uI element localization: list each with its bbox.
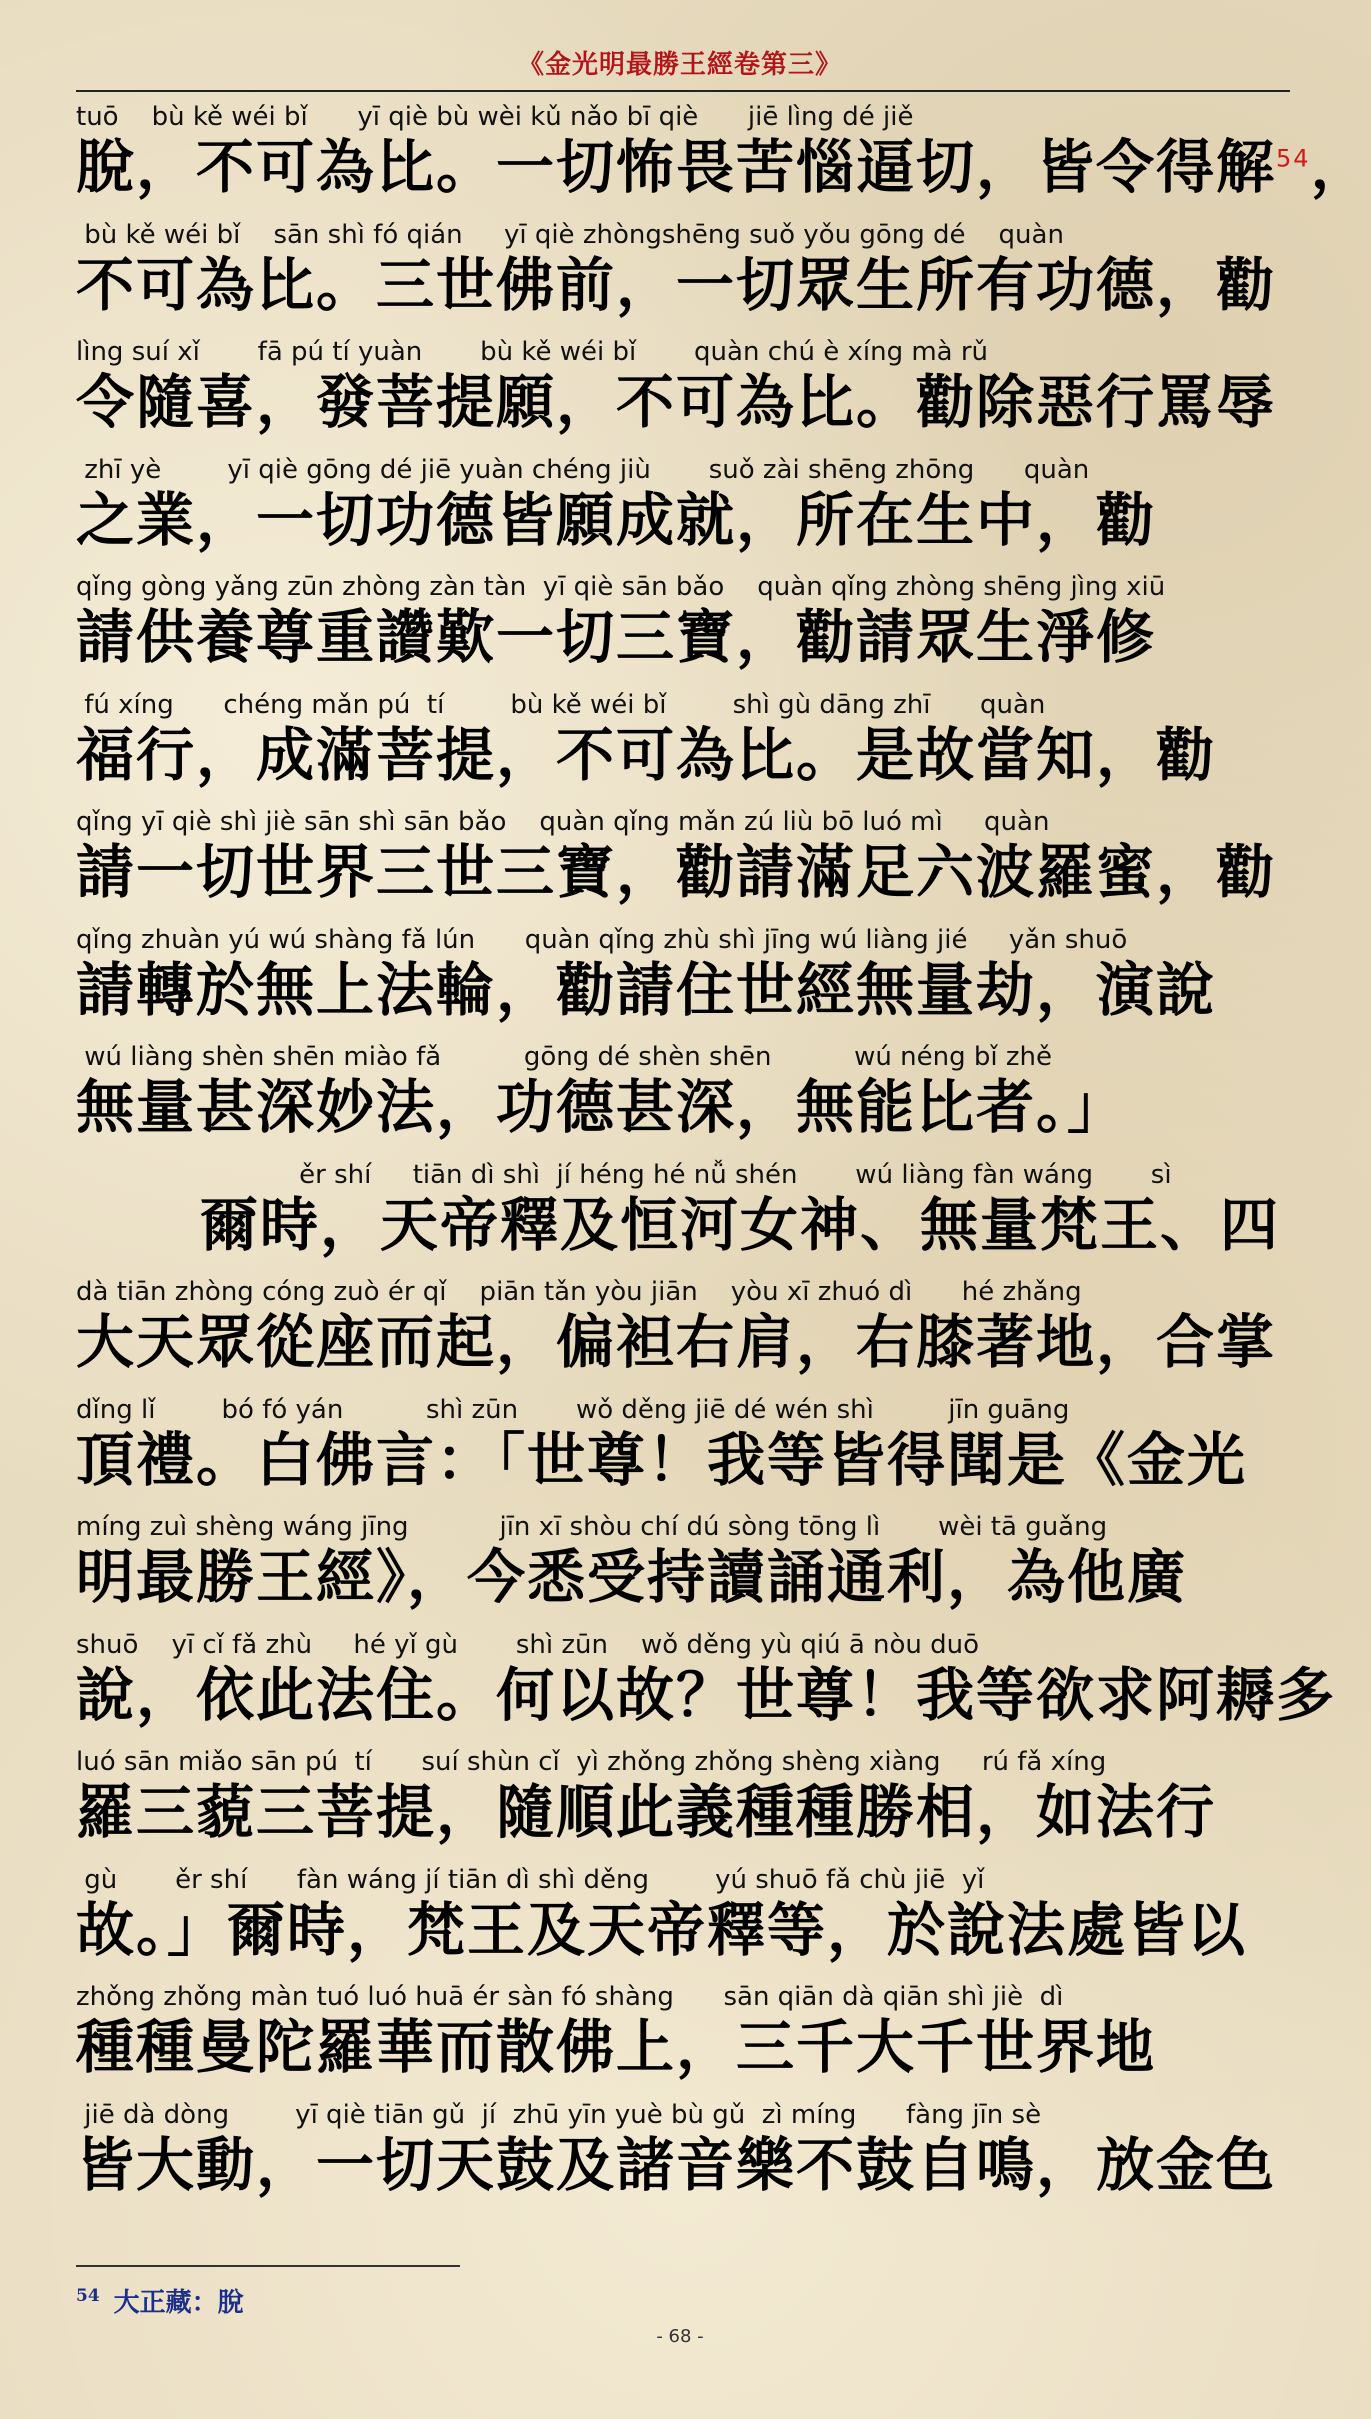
chinese-text-main: 皆大動，一切天鼓及諸音樂不鼓自鳴，放金色 [76,2130,1277,2199]
chinese-text [76,487,1290,553]
chinese-text-main: 種種曼陀羅華而散佛上，三千大千世界地 [76,2013,1157,2081]
chinese-text-tail: ， [1310,133,1371,201]
chinese-text [76,1660,1337,1729]
pinyin-annotation: shuō yī cǐ fǎ zhù hé yǐ gù shì zūn wǒ děng yù qiú ā nòu duō [76,1629,980,1660]
chinese-text-main: 說，依此法住。何以故？世尊！我等欲求阿耨多 [76,1660,1337,1729]
text-line [76,1040,1290,1158]
pinyin-annotation: luó sān miǎo sān pú tí suí shùn cǐ yì zhǒng zhǒng shèng xiàng rú fǎ xíng [76,1747,1107,1777]
pinyin-annotation: zhǒng zhǒng màn tuó luó huā ér sàn fó shàng sān qiān dà qiān shì jiè dì [76,1982,1064,2012]
chinese-text [76,1897,1290,1963]
footnote-reference[interactable]: 54 [1276,144,1311,173]
text-line [76,688,1290,806]
footnote-text: 大正藏：脫 [113,2288,244,2318]
pinyin-annotation: tuō bù kě wéi bǐ yī qiè bù wèi kǔ nǎo bī qiè jiē lìng dé jiě [76,102,914,132]
text-line [76,1628,1337,1746]
text-line [76,2098,1290,2216]
chinese-text [76,722,1290,788]
chinese-text [76,839,1290,905]
footnote-number: 54 [76,2286,100,2307]
chinese-text [76,1427,1290,1493]
pinyin-annotation: bù kě wéi bǐ sān shì fó qián yī qiè zhòngshēng suǒ yǒu gōng dé quàn [76,219,1064,250]
pinyin-annotation: qǐng gòng yǎng zūn zhòng zàn tàn yī qiè sān bǎo quàn qǐng zhòng shēng jìng xiū [76,572,1166,602]
chinese-text [76,369,1290,435]
text-line [76,453,1290,571]
chinese-text-main: 請供養尊重讚歎一切三寶，勸請眾生淨修 [76,603,1157,671]
text-line [76,100,1371,218]
pinyin-annotation: qǐng yī qiè shì jiè sān shì sān bǎo quàn qǐng mǎn zú liù bō luó mì quàn [76,807,1050,837]
text-line [76,1863,1290,1981]
chinese-text-main: 爾時，天帝釋及恒河女神、無量梵王、四 [200,1190,1281,1259]
text-line [76,570,1290,688]
chinese-text-main: 不可為比。三世佛前，一切眾生所有功德，勸 [76,250,1277,319]
chinese-text-main: 請一切世界三世三寶，勸請滿足六波羅蜜，勸 [76,838,1277,906]
pinyin-annotation: fú xíng chéng mǎn pú tí bù kě wéi bǐ shì gù dāng zhī quàn [76,689,1046,720]
chinese-text-main: 頂禮。白佛言：「世尊！我等皆得聞是《金光 [76,1425,1248,1494]
text-line [76,218,1290,336]
chinese-text [200,1192,1290,1258]
chinese-text [76,252,1290,318]
chinese-text-main: 福行，成滿菩提，不可為比。是故當知，勸 [76,720,1217,789]
header-divider [76,90,1290,92]
chinese-text-main: 令隨喜，發菩提願，不可為比。勸除惡行罵辱 [76,368,1277,436]
chinese-text [76,1544,1290,1610]
chinese-text-main: 之業，一切功德皆願成就，所在生中，勸 [76,485,1157,554]
pinyin-annotation: jiē dà dòng yī qiè tiān gǔ jí zhū yīn yuè bù gǔ zì míng fàng jīn sè [76,2099,1042,2130]
text-line [76,1158,1290,1276]
pinyin-annotation: gù ěr shí fàn wáng jí tiān dì shì děng yú shuō fǎ chù jiē yǐ [76,1864,985,1895]
pinyin-annotation: dǐng lǐ bó fó yán shì zūn wǒ děng jiē dé wén shì jīn guāng [76,1394,1070,1425]
pinyin-annotation: míng zuì shèng wáng jīng jīn xī shòu chí dú sòng tōng lì wèi tā guǎng [76,1512,1108,1542]
chinese-text [76,1074,1290,1140]
text-line [76,923,1290,1041]
chinese-text-main: 明最勝王經》，今悉受持讀誦通利，為他廣 [76,1543,1188,1611]
text-line [76,335,1290,453]
page-header-title: 《金光明最勝王經卷第三》 [517,50,842,80]
chinese-text [76,2014,1290,2080]
pinyin-annotation: qǐng zhuàn yú wú shàng fǎ lún quàn qǐng zhù shì jīng wú liàng jié yǎn shuō [76,924,1128,955]
chinese-text-main: 請轉於無上法輪，勸請住世經無量劫，演說 [76,955,1217,1024]
text-line [76,1980,1290,2098]
chinese-text-main: 脫，不可為比。一切怖畏苦惱逼切，皆令得解 [76,133,1277,201]
scripture-text [76,100,1371,2215]
pinyin-annotation: wú liàng shèn shēn miào fǎ gōng dé shèn shēn wú néng bǐ zhě [76,1042,1052,1072]
chinese-text [76,1309,1290,1375]
text-line [76,1393,1290,1511]
chinese-text-main: 故。」爾時，梵王及天帝釋等，於說法處皆以 [76,1895,1248,1964]
chinese-text-main: 大天眾從座而起，偏袒右肩，右膝著地，合掌 [76,1308,1277,1376]
chinese-text [76,957,1290,1023]
text-line [76,805,1290,923]
chinese-text-main: 羅三藐三菩提，隨順此義種種勝相，如法行 [76,1778,1217,1846]
pinyin-annotation: dà tiān zhòng cóng zuò ér qǐ piān tǎn yòu jiān yòu xī zhuó dì hé zhǎng [76,1277,1082,1307]
chinese-text-main: 無量甚深妙法，功德甚深，無能比者。」 [76,1073,1128,1141]
text-line [76,1510,1290,1628]
chinese-text [76,133,1371,201]
pinyin-annotation: zhī yè yī qiè gōng dé jiē yuàn chéng jiù suǒ zài shēng zhōng quàn [76,454,1090,485]
chinese-text [76,604,1290,670]
chinese-text [76,1779,1290,1845]
pinyin-annotation: lìng suí xǐ fā pú tí yuàn bù kě wéi bǐ quàn chú è xíng mà rǔ [76,337,989,367]
page-number: - 68 - [656,2326,704,2347]
pinyin-annotation: ěr shí tiān dì shì jí héng hé nǚ shén wú liàng fàn wáng sì [200,1159,1172,1190]
chinese-text [76,2132,1290,2198]
text-line [76,1275,1290,1393]
text-line [76,1745,1290,1863]
footnote [76,2282,244,2319]
footnote-divider [76,2265,460,2267]
